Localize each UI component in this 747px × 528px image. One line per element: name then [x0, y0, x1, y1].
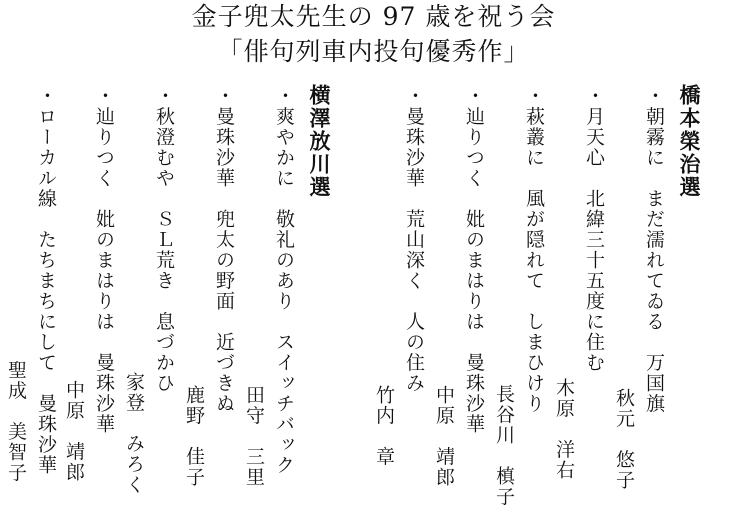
haiku-author: 中原 靖郎 — [433, 385, 455, 488]
haiku-author: 竹内 章 — [373, 385, 395, 467]
selector-name: 橋本榮治選 — [677, 84, 702, 199]
haiku-verse: ・曼珠沙華 兜太の野面 近づきぬ — [213, 86, 235, 414]
haiku-author: 家登 みろく — [123, 372, 145, 495]
haiku-author: 秋元 悠子 — [613, 388, 635, 491]
haiku-verse: ・萩叢に 風が隠れて しまひけり — [523, 86, 545, 414]
haiku-verse: ・辿りつく 妣のまはりは 曼珠沙華 — [463, 86, 485, 435]
haiku-author: 鹿野 佳子 — [183, 385, 205, 488]
haiku-verse: ・爽やかに 敬礼のあり スイッチバック — [273, 86, 295, 476]
haiku-verse: ・秋澄むや ＳＬ荒き 息づかひ — [153, 86, 175, 394]
haiku-verse: ・曼珠沙華 荒山深く 人の住み — [403, 86, 425, 394]
haiku-author: 木原 洋右 — [553, 378, 575, 481]
haiku-verse: ・月天心 北緯三十五度に住む — [583, 86, 605, 373]
haiku-author: 中原 靖郎 — [63, 380, 85, 483]
selector-name: 横澤放川選 — [307, 84, 332, 199]
haiku-verse: ・ローカル線 たちまちにして 曼珠沙華 — [35, 86, 57, 476]
haiku-author: 長谷川 槙子 — [493, 384, 515, 507]
haiku-author: 田守 三里 — [243, 385, 265, 488]
haiku-verse: ・辿りつく 妣のまはりは 曼珠沙華 — [93, 86, 115, 435]
event-title: 金子兜太先生の 97 歳を祝う会 — [191, 2, 556, 31]
event-subtitle: 「俳句列車内投句優秀作」 — [217, 37, 530, 66]
haiku-author: 聖成 美智子 — [5, 360, 27, 483]
haiku-verse: ・朝霧に まだ濡れてゐる 万国旗 — [643, 86, 665, 414]
